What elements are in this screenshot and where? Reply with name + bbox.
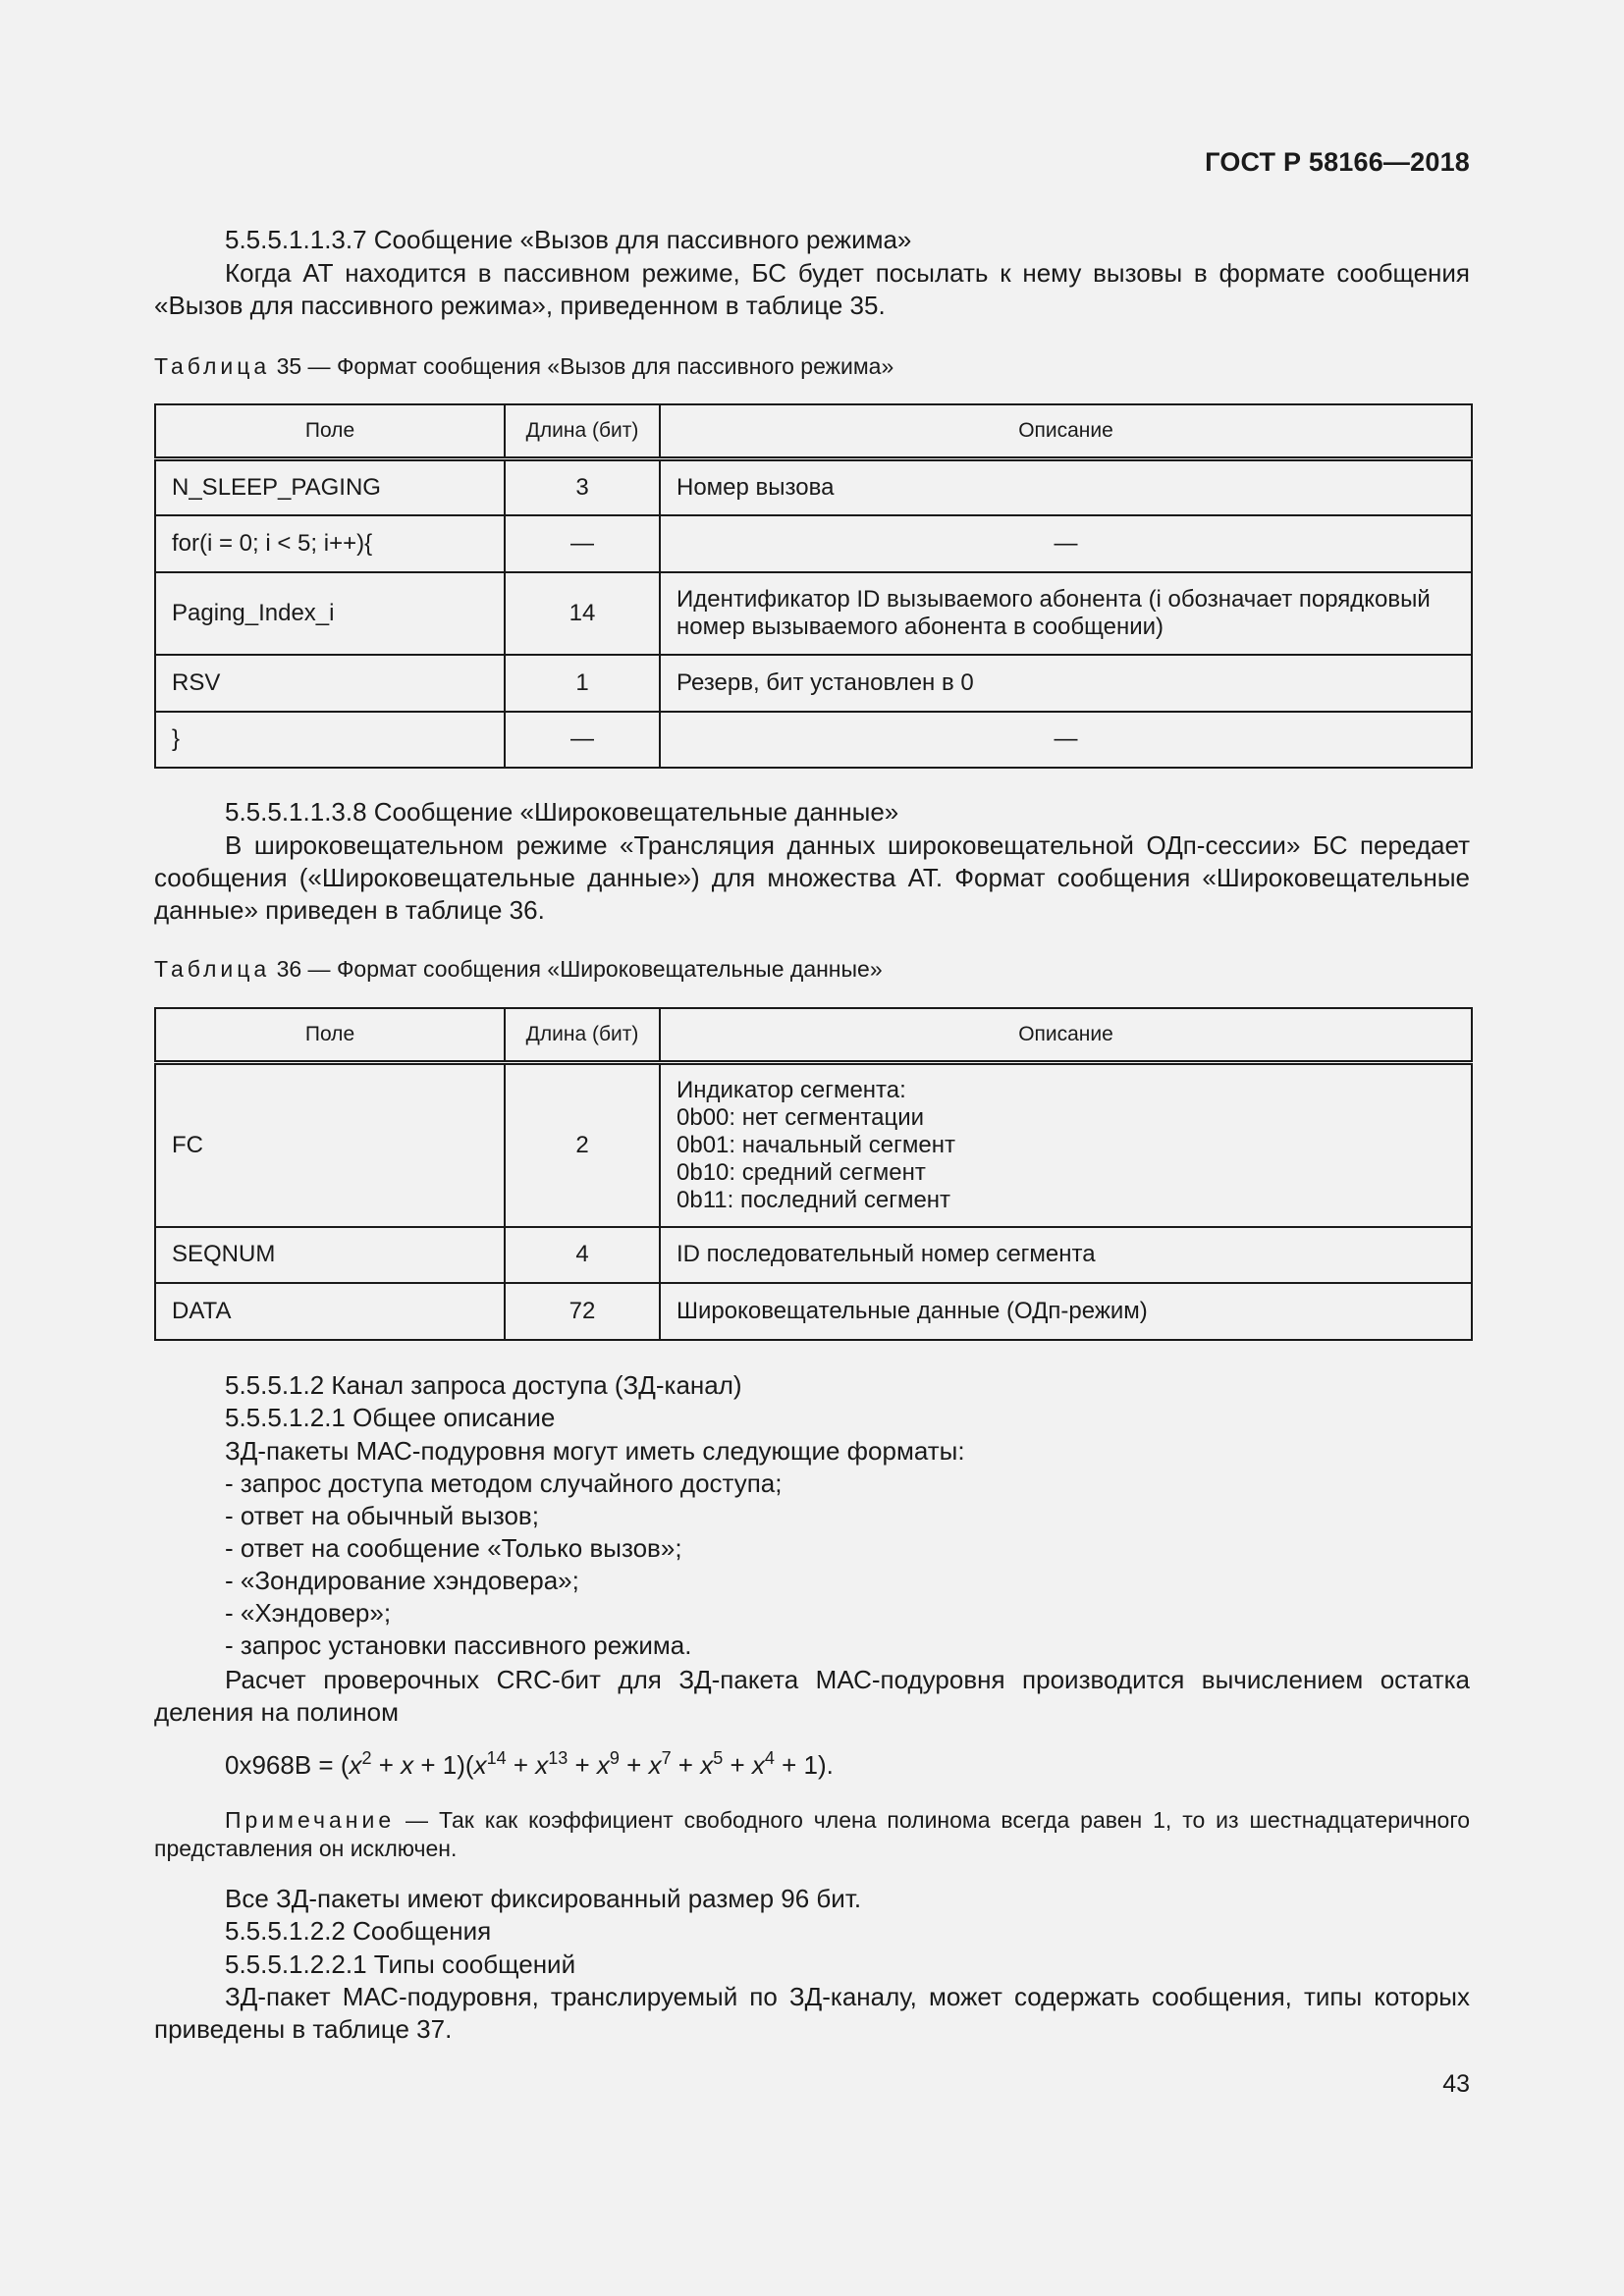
column-header: Описание — [660, 404, 1472, 459]
field-cell: N_SLEEP_PAGING — [155, 459, 505, 515]
table-row — [155, 655, 1472, 712]
table-caption-word: Таблица — [154, 956, 271, 982]
segment-line: Индикатор сегмента: — [677, 1076, 906, 1103]
length-cell: 1 — [505, 655, 660, 712]
formula-term: x — [596, 1750, 610, 1780]
description-cell — [660, 1063, 1472, 1227]
formula-exponent: 2 — [361, 1748, 372, 1768]
formula-operator: + — [506, 1750, 536, 1780]
formula-operator: + — [568, 1750, 597, 1780]
field-cell: DATA — [155, 1283, 505, 1340]
list-item: - ответ на сообщение «Только вызов»; — [225, 1533, 682, 1563]
table-36-caption — [154, 954, 883, 984]
field-cell: for(i = 0; i < 5; i++){ — [155, 515, 505, 572]
formula-term: x — [349, 1750, 362, 1780]
section-heading-3-7: 5.5.5.1.1.3.7 Сообщение «Вызов для пассивного режима» — [225, 225, 912, 254]
length-cell: — — [505, 515, 660, 572]
formula-operator: + — [371, 1750, 402, 1780]
table-35-caption — [154, 351, 893, 381]
column-header: Длина (бит) — [505, 404, 660, 459]
table-row — [155, 1227, 1472, 1283]
table-caption-text: 36 — Формат сообщения «Широковещательные данные» — [276, 956, 883, 982]
list-item: - запрос установки пассивного режима. — [225, 1630, 692, 1660]
table-header-row — [155, 404, 1472, 459]
length-cell: 72 — [505, 1283, 660, 1340]
length-cell: — — [505, 712, 660, 768]
list-item: - «Зондирование хэндовера»; — [225, 1566, 579, 1595]
table-header-row — [155, 1008, 1472, 1063]
list-item: - запрос доступа методом случайного доступа; — [225, 1468, 783, 1498]
section-heading-1-2: 5.5.5.1.2 Канал запроса доступа (ЗД-канал) — [225, 1370, 742, 1400]
section-heading-1-2-2: 5.5.5.1.2.2 Сообщения — [225, 1916, 492, 1946]
description-cell: Широковещательные данные (ОДп-режим) — [660, 1283, 1472, 1340]
list-item: - «Хэндовер»; — [225, 1598, 392, 1628]
table-row — [155, 515, 1472, 572]
formula-exponent: 5 — [713, 1748, 724, 1768]
standard-header: ГОСТ Р 58166—2018 — [1205, 147, 1470, 177]
table-caption-text: 35 — Формат сообщения «Вызов для пассивного режима» — [276, 353, 894, 379]
message-types-paragraph: ЗД-пакет МАС-подуровня, транслируемый по ЗД-каналу, может содержать сообщения, типы которых приведены в таблице 37. — [154, 1982, 1470, 2044]
table-row — [155, 572, 1472, 655]
length-cell: 4 — [505, 1227, 660, 1283]
section-paragraph-3-7: Когда АТ находится в пассивном режиме, БС будет посылать к нему вызовы в формате сообщения «Вызов для пассивного режима», приведенном в таблице 35. — [154, 258, 1470, 320]
field-cell: } — [155, 712, 505, 768]
field-cell: RSV — [155, 655, 505, 712]
table-row — [155, 712, 1472, 768]
formula-operator: + — [619, 1750, 649, 1780]
formats-intro: ЗД-пакеты МАС-подуровня могут иметь следующие форматы: — [225, 1436, 965, 1466]
length-cell: 2 — [505, 1063, 660, 1227]
formats-list — [154, 1468, 1470, 1662]
note-block — [154, 1806, 1470, 1863]
segment-line: 0b10: средний сегмент — [677, 1158, 926, 1186]
description-cell: Идентификатор ID вызываемого абонента (i обозначает порядковый номер вызываемого абонента в сообщении) — [660, 572, 1472, 655]
table-35 — [154, 403, 1473, 769]
column-header: Поле — [155, 1008, 505, 1063]
list-item: - ответ на обычный вызов; — [225, 1501, 539, 1530]
segment-line: 0b00: нет сегментации — [677, 1103, 925, 1131]
formula-operator: + 1). — [774, 1750, 834, 1780]
formula-operator: + — [723, 1750, 752, 1780]
column-header: Длина (бит) — [505, 1008, 660, 1063]
formula-exponent: 13 — [548, 1748, 568, 1768]
field-cell: Paging_Index_i — [155, 572, 505, 655]
section-heading-1-2-2-1: 5.5.5.1.2.2.1 Типы сообщений — [225, 1949, 576, 1979]
table-36 — [154, 1007, 1473, 1341]
field-cell: FC — [155, 1063, 505, 1227]
field-cell: SEQNUM — [155, 1227, 505, 1283]
column-header: Поле — [155, 404, 505, 459]
formula-term: x — [473, 1750, 487, 1780]
polynomial-formula — [154, 1742, 1470, 1782]
description-cell: ID последовательный номер сегмента — [660, 1227, 1472, 1283]
length-cell: 3 — [505, 459, 660, 515]
formula-exponent: 7 — [661, 1748, 672, 1768]
segment-line: 0b01: начальный сегмент — [677, 1131, 955, 1158]
formula-exponent: 9 — [609, 1748, 620, 1768]
formula-term: x — [535, 1750, 549, 1780]
formula-operator: + 1)( — [413, 1750, 474, 1780]
segment-line: 0b11: последний сегмент — [677, 1186, 951, 1213]
length-cell: 14 — [505, 572, 660, 655]
note-text: — Так как коэффициент свободного члена полинома всегда равен 1, то из шестнадцатеричного представления он исключен. — [154, 1807, 1470, 1861]
column-header: Описание — [660, 1008, 1472, 1063]
formula-operator: + — [671, 1750, 701, 1780]
description-cell: Номер вызова — [660, 459, 1472, 515]
formula-exponent: 14 — [486, 1748, 507, 1768]
description-cell: — — [660, 712, 1472, 768]
formula-term: x — [751, 1750, 765, 1780]
formula-term: x — [648, 1750, 662, 1780]
description-cell: — — [660, 515, 1472, 572]
crc-paragraph: Расчет проверочных CRC-бит для ЗД-пакета МАС-подуровня производится вычислением остатка деления на полином — [154, 1665, 1470, 1727]
formula-term: x — [700, 1750, 714, 1780]
table-row — [155, 1283, 1472, 1340]
section-heading-3-8: 5.5.5.1.1.3.8 Сообщение «Широковещательные данные» — [225, 797, 899, 827]
section-paragraph-3-8: В широковещательном режиме «Трансляция данных широковещательной ОДп-сессии» БС передает сообщения («Широковещательные данные») для множества АТ. Формат сообщения «Широковещательные данные» приведен в таблице 36. — [154, 830, 1470, 925]
section-heading-1-2-1: 5.5.5.1.2.1 Общее описание — [225, 1403, 556, 1432]
description-cell: Резерв, бит установлен в 0 — [660, 655, 1472, 712]
note-label: Примечание — [225, 1807, 396, 1833]
formula-term: x — [401, 1750, 414, 1780]
formula-exponent: 4 — [764, 1748, 775, 1768]
table-row — [155, 459, 1472, 515]
table-caption-word: Таблица — [154, 353, 271, 379]
page-number: 43 — [1442, 2070, 1470, 2098]
formula-lhs: 0x968B = ( — [225, 1750, 350, 1780]
packet-size-text: Все ЗД-пакеты имеют фиксированный размер 96 бит. — [225, 1884, 862, 1913]
table-row — [155, 1063, 1472, 1227]
